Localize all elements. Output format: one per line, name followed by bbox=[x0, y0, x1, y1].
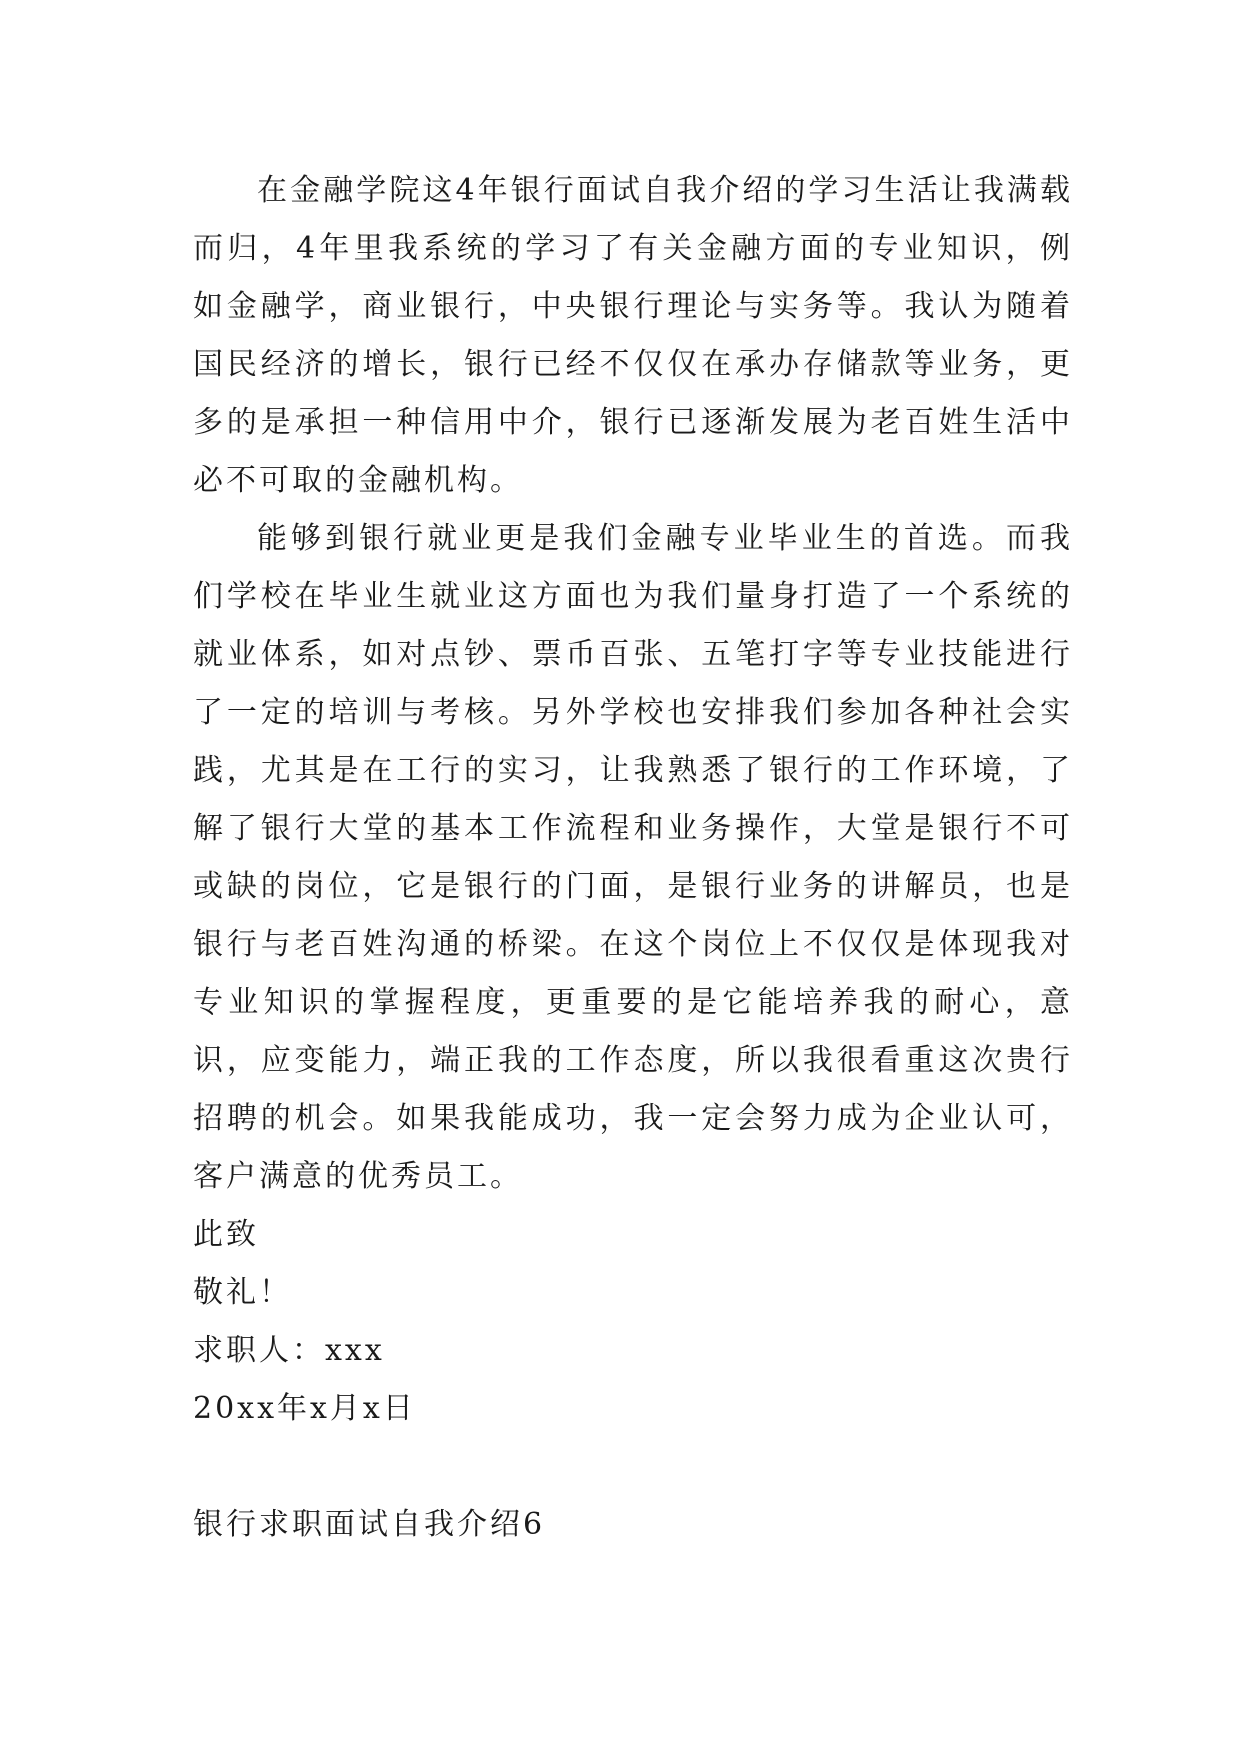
paragraph-1: 在金融学院这4年银行面试自我介绍的学习生活让我满载而归，4年里我系统的学习了有关金融方面的专业知识，例如金融学，商业银行，中央银行理论与实务等。我认为随着国民经济的增长，银行已经不仅仅在承办存储款等业务，更多的是承担一种信用中介，银行已逐渐发展为老百姓生活中必不可取的金融机构。 bbox=[193, 173, 1073, 498]
letter-body bbox=[193, 162, 1073, 1554]
next-section-heading: 银行求职面试自我介绍6 bbox=[193, 1507, 546, 1542]
closing-salutation: 此致 bbox=[193, 1217, 259, 1252]
applicant-signature: 求职人：xxx bbox=[193, 1333, 385, 1368]
letter-date: 20xx年x月x日 bbox=[193, 1391, 416, 1426]
paragraph-2: 能够到银行就业更是我们金融专业毕业生的首选。而我们学校在毕业生就业这方面也为我们量身打造了一个系统的就业体系，如对点钞、票币百张、五笔打字等专业技能进行了一定的培训与考核。另外学校也安排我们参加各种社会实践，尤其是在工行的实习，让我熟悉了银行的工作环境，了解了银行大堂的基本工作流程和业务操作，大堂是银行不可或缺的岗位，它是银行的门面，是银行业务的讲解员，也是银行与老百姓沟通的桥梁。在这个岗位上不仅仅是体现我对专业知识的掌握程度，更重要的是它能培养我的耐心，意识，应变能力，端正我的工作态度，所以我很看重这次贵行招聘的机会。如果我能成功，我一定会努力成为企业认可，客户满意的优秀员工。 bbox=[193, 521, 1073, 1194]
closing-regards: 敬礼！ bbox=[193, 1275, 292, 1310]
